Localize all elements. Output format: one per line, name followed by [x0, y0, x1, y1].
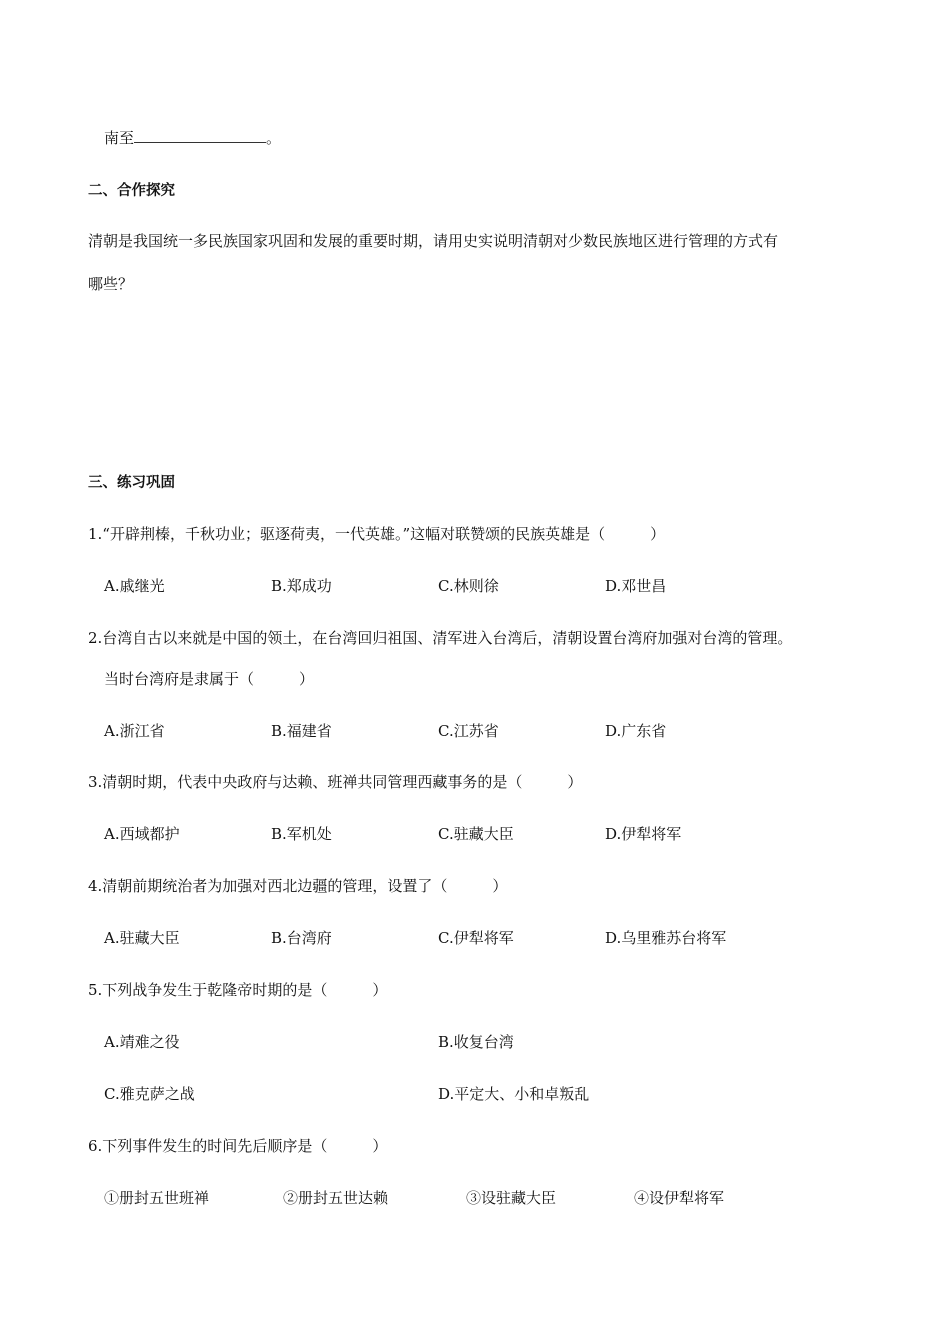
- q3-option-b[interactable]: B.军机处: [271, 825, 332, 843]
- q6-item-1: ①册封五世班禅: [104, 1189, 210, 1207]
- fill-blank[interactable]: [134, 128, 266, 143]
- q1-option-a[interactable]: A.戚继光: [104, 577, 165, 595]
- q3-option-d[interactable]: D.伊犁将军: [605, 825, 682, 843]
- question-4-stem: 4.清朝前期统治者为加强对西北边疆的管理，设置了（ ）: [88, 877, 508, 895]
- fill-prefix: 南至: [104, 129, 135, 147]
- question-2-stem-line2: 当时台湾府是隶属于（ ）: [104, 670, 315, 688]
- q4-option-b[interactable]: B.台湾府: [271, 929, 332, 947]
- fill-line: [104, 127, 281, 149]
- q2-option-a[interactable]: A.浙江省: [104, 722, 165, 740]
- q4-option-d[interactable]: D.乌里雅苏台将军: [605, 929, 727, 947]
- q5-option-b[interactable]: B.收复台湾: [438, 1033, 514, 1051]
- question-6-stem: 6.下列事件发生的时间先后顺序是（ ）: [88, 1137, 388, 1155]
- q1-option-d[interactable]: D.邓世昌: [605, 577, 667, 595]
- q5-option-c[interactable]: C.雅克萨之战: [104, 1085, 195, 1103]
- section2-text-line1: 清朝是我国统一多民族国家巩固和发展的重要时期，请用史实说明清朝对少数民族地区进行管理的方式有: [88, 232, 779, 250]
- q4-option-c[interactable]: C.伊犁将军: [438, 929, 514, 947]
- q6-item-3: ③设驻藏大臣: [466, 1189, 557, 1207]
- q3-option-a[interactable]: A.西域都护: [104, 825, 180, 843]
- q1-option-c[interactable]: C.林则徐: [438, 577, 499, 595]
- section2-heading: 二、合作探究: [88, 183, 175, 199]
- section3-heading: 三、练习巩固: [88, 475, 175, 491]
- q5-option-d[interactable]: D.平定大、小和卓叛乱: [438, 1085, 590, 1103]
- q2-option-b[interactable]: B.福建省: [271, 722, 332, 740]
- q2-option-d[interactable]: D.广东省: [605, 722, 667, 740]
- question-3-stem: 3.清朝时期，代表中央政府与达赖、班禅共同管理西藏事务的是（ ）: [88, 773, 583, 791]
- q4-option-a[interactable]: A.驻藏大臣: [104, 929, 180, 947]
- q6-item-2: ②册封五世达赖: [283, 1189, 389, 1207]
- question-5-stem: 5.下列战争发生于乾隆帝时期的是（ ）: [88, 981, 388, 999]
- q5-option-a[interactable]: A.靖难之役: [104, 1033, 180, 1051]
- q1-option-b[interactable]: B.郑成功: [271, 577, 332, 595]
- question-2-stem: 2.台湾自古以来就是中国的领土，在台湾回归祖国、清军进入台湾后，清朝设置台湾府加强对台湾的管理。: [88, 629, 793, 647]
- question-1-stem: 1.“开辟荆榛，千秋功业；驱逐荷夷，一代英雄。”这幅对联赞颂的民族英雄是（ ）: [88, 525, 666, 543]
- q6-item-4: ④设伊犁将军: [634, 1189, 725, 1207]
- section2-text-line2: 哪些？: [88, 275, 134, 293]
- q2-option-c[interactable]: C.江苏省: [438, 722, 499, 740]
- fill-suffix: 。: [266, 129, 282, 147]
- q3-option-c[interactable]: C.驻藏大臣: [438, 825, 514, 843]
